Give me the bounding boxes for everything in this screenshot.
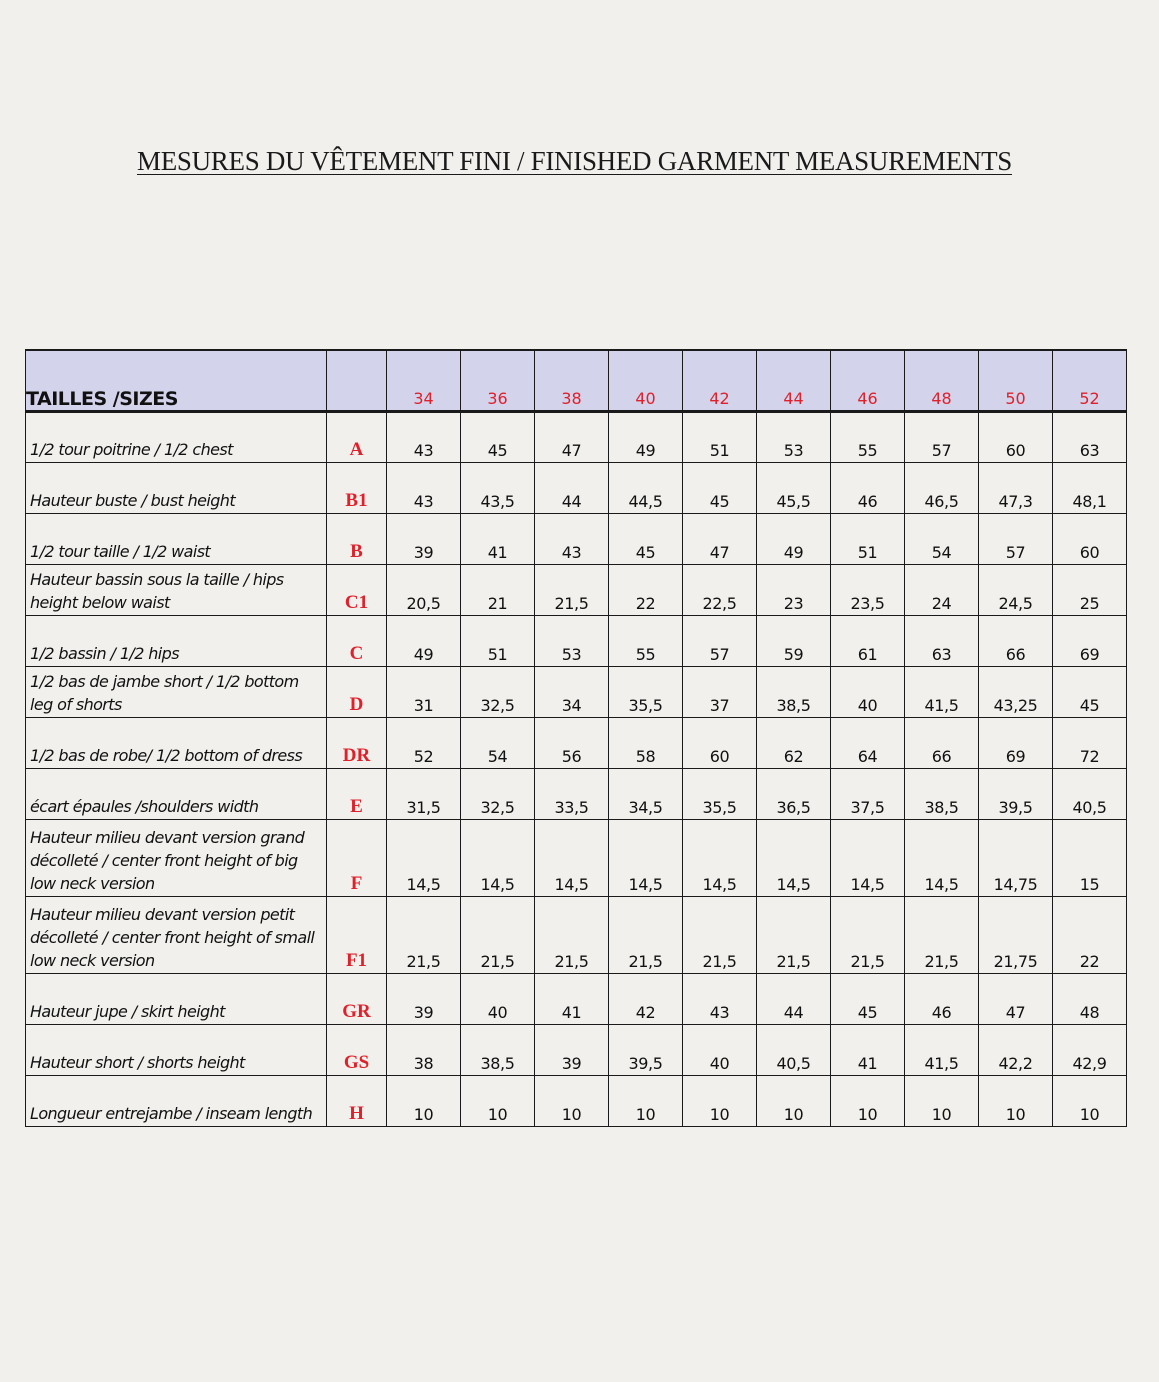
- measurement-value: 40: [831, 666, 905, 717]
- measurement-value: 40,5: [1053, 768, 1127, 819]
- measurement-value: 14,5: [683, 819, 757, 896]
- measurement-value: 49: [609, 411, 683, 462]
- measurement-value: 14,5: [905, 819, 979, 896]
- measurement-value: 32,5: [461, 768, 535, 819]
- measurement-value: 47: [979, 973, 1053, 1024]
- measurement-label: 1/2 tour taille / 1/2 waist: [26, 513, 327, 564]
- table-row: [26, 717, 1127, 768]
- measurement-value: 22,5: [683, 564, 757, 615]
- size-header: 52: [1053, 350, 1127, 411]
- measurement-value: 10: [461, 1075, 535, 1126]
- measurement-value: 10: [609, 1075, 683, 1126]
- measurement-value: 72: [1053, 717, 1127, 768]
- measurement-value: 51: [831, 513, 905, 564]
- measurement-value: 21,75: [979, 896, 1053, 973]
- measurement-value: 62: [757, 717, 831, 768]
- page-title: MESURES DU VÊTEMENT FINI / FINISHED GARMENT MEASUREMENTS: [136, 146, 1012, 176]
- measurement-value: 14,5: [461, 819, 535, 896]
- table-row: [26, 819, 1127, 896]
- measurement-value: 40,5: [757, 1024, 831, 1075]
- table-row: [26, 411, 1127, 462]
- measurement-value: 42,9: [1053, 1024, 1127, 1075]
- measurement-value: 43: [535, 513, 609, 564]
- measurement-value: 35,5: [609, 666, 683, 717]
- size-header: 46: [831, 350, 905, 411]
- measurement-value: 47,3: [979, 462, 1053, 513]
- measurement-value: 44,5: [609, 462, 683, 513]
- measurement-value: 43,5: [461, 462, 535, 513]
- measurement-value: 42,2: [979, 1024, 1053, 1075]
- measurement-value: 41: [535, 973, 609, 1024]
- size-header: 48: [905, 350, 979, 411]
- measurement-value: 14,5: [609, 819, 683, 896]
- measurement-value: 21: [461, 564, 535, 615]
- code-header-cell: [327, 350, 387, 411]
- measurement-value: 10: [387, 1075, 461, 1126]
- measurement-value: 41,5: [905, 666, 979, 717]
- measurement-label: Longueur entrejambe / inseam length: [26, 1075, 327, 1126]
- measurement-label: 1/2 bas de robe/ 1/2 bottom of dress: [26, 717, 327, 768]
- measurement-value: 45: [609, 513, 683, 564]
- measurement-value: 49: [757, 513, 831, 564]
- measurement-value: 10: [831, 1075, 905, 1126]
- measurement-value: 39: [387, 513, 461, 564]
- measurement-value: 41,5: [905, 1024, 979, 1075]
- size-header: 50: [979, 350, 1053, 411]
- measurement-value: 60: [979, 411, 1053, 462]
- measurement-value: 52: [387, 717, 461, 768]
- table-row: [26, 513, 1127, 564]
- measurement-value: 33,5: [535, 768, 609, 819]
- measurement-label: 1/2 bassin / 1/2 hips: [26, 615, 327, 666]
- measurement-value: 60: [683, 717, 757, 768]
- size-header: 44: [757, 350, 831, 411]
- table-row: [26, 462, 1127, 513]
- measurement-value: 53: [535, 615, 609, 666]
- measurement-code: B1: [327, 462, 387, 513]
- measurement-value: 21,5: [609, 896, 683, 973]
- measurement-value: 44: [757, 973, 831, 1024]
- measurement-value: 63: [905, 615, 979, 666]
- measurement-value: 14,5: [387, 819, 461, 896]
- measurement-value: 66: [979, 615, 1053, 666]
- measurement-label: Hauteur milieu devant version petit décolleté / center front height of small low neck version: [26, 896, 327, 973]
- measurement-value: 21,5: [831, 896, 905, 973]
- measurement-value: 48: [1053, 973, 1127, 1024]
- measurement-value: 46: [831, 462, 905, 513]
- measurement-value: 10: [1053, 1075, 1127, 1126]
- table-row: [26, 1075, 1127, 1126]
- measurement-label: 1/2 bas de jambe short / 1/2 bottom leg of shorts: [26, 666, 327, 717]
- measurement-code: GS: [327, 1024, 387, 1075]
- measurement-code: GR: [327, 973, 387, 1024]
- measurement-value: 21,5: [461, 896, 535, 973]
- measurement-value: 10: [905, 1075, 979, 1126]
- table-row: [26, 973, 1127, 1024]
- table-row: [26, 896, 1127, 973]
- measurement-code: C1: [327, 564, 387, 615]
- measurement-value: 45,5: [757, 462, 831, 513]
- measurement-value: 38,5: [461, 1024, 535, 1075]
- measurement-value: 61: [831, 615, 905, 666]
- measurement-value: 53: [757, 411, 831, 462]
- measurement-value: 54: [905, 513, 979, 564]
- measurement-code: F: [327, 819, 387, 896]
- measurement-value: 39: [387, 973, 461, 1024]
- measurement-value: 43: [387, 462, 461, 513]
- measurement-label: Hauteur jupe / skirt height: [26, 973, 327, 1024]
- measurement-value: 43: [683, 973, 757, 1024]
- measurement-value: 45: [831, 973, 905, 1024]
- size-header: 40: [609, 350, 683, 411]
- measurement-value: 37,5: [831, 768, 905, 819]
- measurement-value: 21,5: [535, 564, 609, 615]
- measurement-value: 23,5: [831, 564, 905, 615]
- measurement-value: 34,5: [609, 768, 683, 819]
- measurement-value: 45: [461, 411, 535, 462]
- measurement-value: 15: [1053, 819, 1127, 896]
- measurement-value: 51: [683, 411, 757, 462]
- measurement-value: 10: [535, 1075, 609, 1126]
- measurements-table: [25, 349, 1127, 1127]
- measurement-value: 40: [683, 1024, 757, 1075]
- measurement-value: 14,75: [979, 819, 1053, 896]
- measurement-code: DR: [327, 717, 387, 768]
- measurement-value: 49: [387, 615, 461, 666]
- measurement-value: 39,5: [979, 768, 1053, 819]
- measurement-value: 59: [757, 615, 831, 666]
- measurement-value: 66: [905, 717, 979, 768]
- sizes-header-label: TAILLES /SIZES: [26, 350, 327, 411]
- measurement-value: 24,5: [979, 564, 1053, 615]
- measurement-value: 69: [1053, 615, 1127, 666]
- measurement-value: 31,5: [387, 768, 461, 819]
- measurement-value: 39: [535, 1024, 609, 1075]
- measurement-label: Hauteur short / shorts height: [26, 1024, 327, 1075]
- measurement-value: 14,5: [831, 819, 905, 896]
- size-header: 34: [387, 350, 461, 411]
- measurement-value: 38,5: [757, 666, 831, 717]
- measurement-value: 41: [461, 513, 535, 564]
- measurement-value: 42: [609, 973, 683, 1024]
- measurement-value: 58: [609, 717, 683, 768]
- measurement-value: 64: [831, 717, 905, 768]
- measurement-value: 10: [757, 1075, 831, 1126]
- measurement-value: 22: [609, 564, 683, 615]
- measurement-code: E: [327, 768, 387, 819]
- measurement-label: 1/2 tour poitrine / 1/2 chest: [26, 411, 327, 462]
- measurement-value: 54: [461, 717, 535, 768]
- measurement-value: 14,5: [757, 819, 831, 896]
- measurement-value: 21,5: [535, 896, 609, 973]
- measurement-value: 43,25: [979, 666, 1053, 717]
- table-row: [26, 768, 1127, 819]
- measurement-value: 56: [535, 717, 609, 768]
- measurement-value: 41: [831, 1024, 905, 1075]
- measurement-code: A: [327, 411, 387, 462]
- size-header: 38: [535, 350, 609, 411]
- measurement-value: 21,5: [905, 896, 979, 973]
- table-row: [26, 1024, 1127, 1075]
- measurement-code: D: [327, 666, 387, 717]
- measurement-value: 63: [1053, 411, 1127, 462]
- measurement-code: C: [327, 615, 387, 666]
- measurement-value: 37: [683, 666, 757, 717]
- measurement-value: 40: [461, 973, 535, 1024]
- measurement-label: Hauteur buste / bust height: [26, 462, 327, 513]
- measurement-code: B: [327, 513, 387, 564]
- measurement-value: 10: [683, 1075, 757, 1126]
- measurement-value: 69: [979, 717, 1053, 768]
- measurement-value: 43: [387, 411, 461, 462]
- measurement-value: 10: [979, 1075, 1053, 1126]
- measurement-label: écart épaules /shoulders width: [26, 768, 327, 819]
- measurement-value: 22: [1053, 896, 1127, 973]
- measurement-value: 21,5: [757, 896, 831, 973]
- measurement-value: 57: [905, 411, 979, 462]
- size-header: 42: [683, 350, 757, 411]
- measurement-value: 45: [683, 462, 757, 513]
- measurement-value: 24: [905, 564, 979, 615]
- measurement-value: 46: [905, 973, 979, 1024]
- measurement-value: 55: [609, 615, 683, 666]
- measurement-value: 48,1: [1053, 462, 1127, 513]
- measurement-value: 60: [1053, 513, 1127, 564]
- measurement-value: 47: [683, 513, 757, 564]
- table-row: [26, 666, 1127, 717]
- measurement-value: 55: [831, 411, 905, 462]
- measurement-value: 38,5: [905, 768, 979, 819]
- measurement-code: H: [327, 1075, 387, 1126]
- table-row: [26, 564, 1127, 615]
- measurement-value: 38: [387, 1024, 461, 1075]
- measurement-value: 31: [387, 666, 461, 717]
- measurement-value: 39,5: [609, 1024, 683, 1075]
- measurement-value: 21,5: [683, 896, 757, 973]
- measurement-value: 35,5: [683, 768, 757, 819]
- measurement-label: Hauteur bassin sous la taille / hips height below waist: [26, 564, 327, 615]
- measurement-value: 32,5: [461, 666, 535, 717]
- measurement-value: 23: [757, 564, 831, 615]
- measurement-code: F1: [327, 896, 387, 973]
- measurement-value: 46,5: [905, 462, 979, 513]
- measurement-value: 45: [1053, 666, 1127, 717]
- measurement-value: 47: [535, 411, 609, 462]
- measurement-value: 44: [535, 462, 609, 513]
- measurement-value: 14,5: [535, 819, 609, 896]
- measurement-value: 57: [683, 615, 757, 666]
- measurement-value: 57: [979, 513, 1053, 564]
- size-header: 36: [461, 350, 535, 411]
- measurement-label: Hauteur milieu devant version grand décolleté / center front height of big low neck version: [26, 819, 327, 896]
- measurement-value: 20,5: [387, 564, 461, 615]
- measurement-value: 25: [1053, 564, 1127, 615]
- table-header-row: [26, 350, 1127, 411]
- measurement-value: 51: [461, 615, 535, 666]
- table-row: [26, 615, 1127, 666]
- measurement-value: 21,5: [387, 896, 461, 973]
- measurement-value: 36,5: [757, 768, 831, 819]
- measurement-value: 34: [535, 666, 609, 717]
